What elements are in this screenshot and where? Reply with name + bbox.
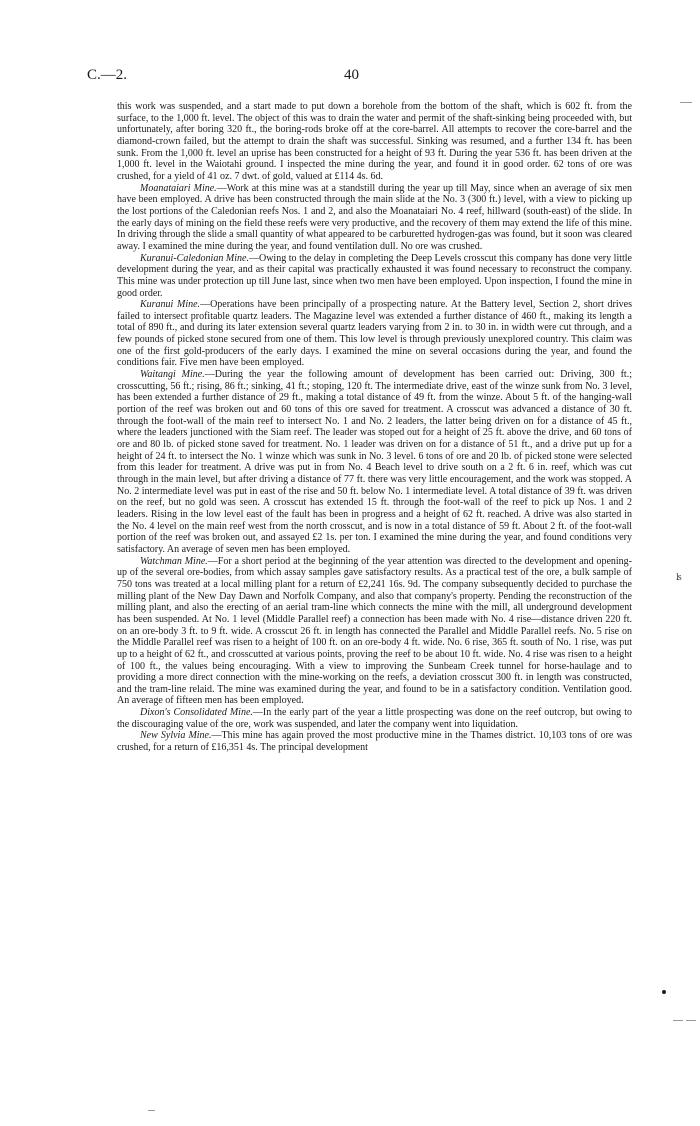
mine-name: Waitangi Mine. [140, 369, 205, 381]
body-text [117, 101, 632, 754]
paragraph-text: this work was suspended, and a start made to put down a borehole from the bottom of the shaft, which is 602 ft. from the surface, to the 1,000 ft. level. The object of this was to drain the water and permit of the shaft-sinking being proceeded with, but unfortunately, after boring 320 ft., the boring-rods broke off at the core-barrel. All attempts to recover the core-barrel and the diamond-crown failed, but the attempt to drain the shaft was successful. Sinking was resumed, and a further 134 ft. has been sunk. From the 1,000 ft. level an uprise has been constructed for a height of 93 ft. During the year 536 ft. has been driven at the 1,000 ft. level in the Waiotahi ground. I inspected the mine during the year, and found it in good order. 62 tons of ore was crushed, for a yield of 41 oz. 7 dwt. of gold, valued at £114 4s. 6d. [117, 101, 632, 182]
mine-name: Kuranui Mine. [140, 299, 201, 311]
margin-mark: ʪ [676, 572, 682, 583]
paragraph-new-sylvia-mine [117, 730, 632, 753]
paragraph-moanataiari-mine [117, 183, 632, 253]
paragraph-kuranui-caledonian-mine [117, 253, 632, 300]
paragraph-text: —For a short period at the beginning of the year attention was directed to the development and opening-up of the several ore-bodies, from which assay samples gave satisfactory results. As a practical test of the ore, a bulk sample of 750 tons was treated at a local milling plant for a return of £2,241 16s. 9d. The company subsequently decided to purchase the milling plant of the New Day Dawn and Norfolk Company, and also that company's property. Pending the reconstruction of the milling plant, and also the erecting of an aerial tram-line which connects the mine with the mill, all underground development has been suspended. At No. 1 level (Middle Parallel reef) a connection has been made with No. 4 rise—distance driven 220 ft. on an ore-body 3 ft. to 9 ft. wide. A crosscut 26 ft. in length has connected the Parallel and Middle Parallel reefs. No. 5 rise on the Middle Parallel reef was risen to a height of 100 ft. on an ore-body 4 ft. wide. No. 6 rise, 365 ft. south of No. 1 rise, was put up to a height of 62 ft., and crosscutted at various points, proving the reef to be about 10 ft. wide. No. 4 rise was risen to a height of 100 ft., the values being encouraging. With a view to improving the Sunbeam Creek tunnel for horse-haulage and to providing a more direct connection with the mine-working on the reefs, a deviation crosscut 300 ft. in length was constructed, and the tram-line relaid. The mine was examined during the year, and found to be in a satisfactory condition. Ventilation good. An average of fifteen men has been employed. [117, 555, 633, 707]
mine-name: Moanataiari Mine. [140, 182, 217, 194]
margin-dash [148, 1110, 155, 1111]
mine-name: Watchman Mine. [140, 555, 208, 567]
paragraph-text: —This mine has again proved the most productive mine in the Thames district. 10,103 tons of ore was crushed, for a return of £16,351 4s. The principal development [117, 730, 632, 754]
paragraph-text: —During the year the following amount of development has been carried out: Driving, 300 ft.; crosscutting, 56 ft.; rising, 86 ft.; sinking, 41 ft.; stoping, 120 ft. The intermediate drive, east of the winze sunk from No. 3 level, has been extended a further distance of 29 ft., making a total distance of 49 ft. from the winze. About 5 ft. of the hanging-wall portion of the reef was broken out and 60 tons of this ore saved for treatment. A crosscut was advanced a distance of 30 ft. through the foot-wall of the main reef to intersect No. 1 and No. 2 leaders, the latter being driven on for a distance of 45 ft., where the leaders junctioned with the Siam reef. The leader was stoped out for a height of 25 ft. above the drive, and 60 tons of ore and 80 lb. of picked stone saved for treatment. No. 1 leader was driven on for a distance of 51 ft., and a drive put up for a height of 24 ft. to intersect the No. 1 winze which was sunk in No. 3 level. 6 tons of ore and 20 lb. of picked stone were selected from this leader for treatment. A drive was put in from No. 4 Beach level to drive south on a 2 ft. 6 in. reef, which was cut through in the main level, but after driving a distance of 77 ft. there was very little encouragement, and the work was stopped. A No. 2 intermediate level was put in east of the rise and 50 ft. below No. 1 intermediate level. A total distance of 39 ft. was driven on the reef, but no gold was seen. A crosscut has extended 15 ft. through the foot-wall of the reef to pick up Nos. 1 and 2 leaders. Rising in the low level east of the fault has been in progress and a height of 62 ft. reached. A drive was also started in the No. 4 level on the main reef west from the north crosscut, and is now in a total distance of 59 ft. About 2 ft. of the foot-wall portion of the reef was broken out, and assayed £2 1s. per ton. I examined the mine during the year, and found conditions very satisfactory. An average of seven men has been employed. [117, 369, 632, 555]
paragraph-kuranui-mine [117, 299, 632, 369]
paragraph-watchman-mine [117, 556, 632, 708]
page-number: 40 [344, 67, 359, 83]
margin-dash [673, 1020, 683, 1021]
paragraph-text: —In the early part of the year a little prospecting was done on the reef outcrop, but owing to the discouraging value of the ore, work was suspended, and later the company went into liquidation. [117, 707, 632, 730]
document-reference: C.—2. [87, 67, 128, 83]
page-header [87, 67, 631, 87]
mine-name: Kuranui-Caledonian Mine. [140, 252, 249, 264]
paragraph-text: —Work at this mine was at a standstill during the year up till May, since when an average of six men have been employed. A drive has been constructed through the main slide at the No. 3 (300 ft.) level, with a view to picking up the lost portions of the Caledonian reefs Nos. 1 and 2, and also the Moanataiari No. 4 reef, hillward (south-east) of the slide. In the early days of mining on the field these reefs were very productive, and the recovery of them may extend the life of this mine. In driving through the slide a small quantity of what appeared to be carburetted hydrogen-gas was found, but it soon was cleared away. I examined the mine during the year, and found ventilation dull. No ore was crushed. [117, 182, 632, 252]
paragraph-dixons-consolidated-mine [117, 707, 632, 730]
margin-bullet [662, 990, 666, 994]
paragraph-waitangi-mine [117, 369, 632, 556]
margin-dash [680, 102, 692, 103]
paragraph-text: —Owing to the delay in completing the Deep Levels crosscut this company has done very little development during the year, and as their capital was practically exhausted it was found necessary to reconstruct the company. This mine was under protection up till June last, since when two men have been employed. Upon inspection, I found the mine in good order. [117, 252, 632, 299]
paragraph-text: —Operations have been principally of a prospecting nature. At the Battery level, Section 2, short drives failed to intersect profitable quartz leaders. The Magazine level was extended a further distance of 460 ft., making its length a total of 890 ft., and during its later extension several quartz leaders varying from 2 in. to 30 in. in width were cut through, and a few pounds of picked stone secured from one of them. This low level is through previously unexplored country. This claim was one of the first gold-producers of the early days. I examined the mine on several occasions during the year, and found the conditions fair. Five men have been employed. [117, 299, 632, 369]
paragraph-continuation [117, 101, 632, 183]
mine-name: Dixon's Consolidated Mine. [140, 707, 253, 719]
margin-dash [686, 1020, 696, 1021]
mine-name: New Sylvia Mine. [140, 730, 212, 742]
